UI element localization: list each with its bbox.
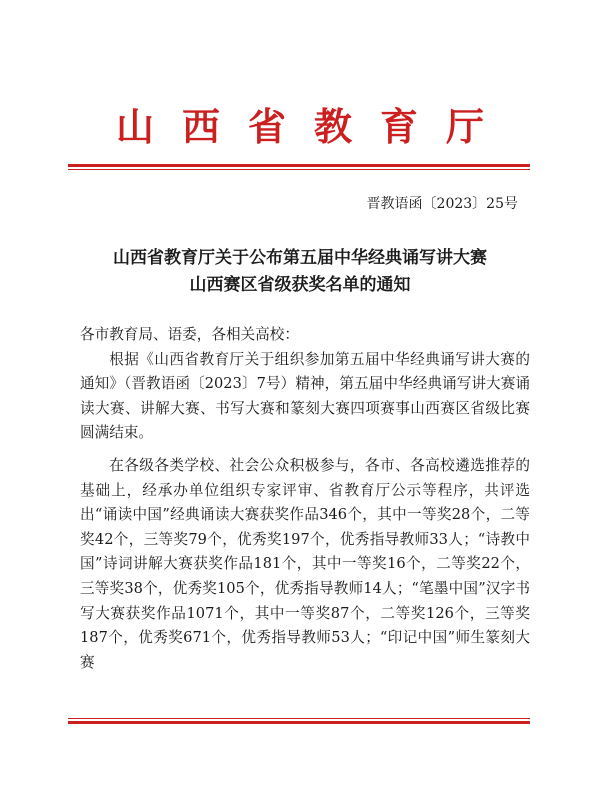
org-header: 山西省教育厅 — [115, 104, 512, 149]
header-red-rule-thin — [68, 169, 530, 170]
document-body — [80, 323, 530, 675]
title-line-1: 山西省教育厅关于公布第五届中华经典诵写讲大赛 — [113, 248, 487, 268]
title-line-2: 山西赛区省级获奖名单的通知 — [189, 275, 411, 295]
paragraph-2: 在各级各类学校、社会公众积极参与，各市、各高校遴选推荐的基础上，经承办单位组织专家评审、省教育厅公示等程序，共评选出“诵读中国”经典诵读大赛获奖作品346个，其中一等奖28个，二等奖42个，三等奖79个，优秀奖197个，优秀指导教师33人；“诗教中国”诗词讲解大赛获奖作品181个，其中一等奖16个，二等奖22个，三等奖38个，优秀奖105个，优秀指导教师14人；“笔墨中国”汉字书写大赛获奖作品1071个，其中一等奖87个，二等奖126个，三等奖187个，优秀奖671个，优秀指导教师53人；“印记中国”师生篆刻大赛 — [80, 456, 530, 671]
footer-red-rule-thick — [68, 721, 530, 724]
header-red-rule-thick — [68, 164, 530, 167]
paragraph-1: 根据《山西省教育厅关于组织参加第五届中华经典诵写讲大赛的通知》（晋教语函〔2023〕7号）精神，第五届中华经典诵写讲大赛诵读大赛、讲解大赛、书写大赛和篆刻大赛四项赛事山西赛区省级比赛圆满结束。 — [80, 350, 530, 442]
document-number: 晋教语函〔2023〕25号 — [366, 196, 518, 212]
footer-red-rule-thin — [68, 718, 530, 719]
salutation: 各市教育局、语委，各相关高校： — [80, 326, 299, 343]
document-title — [0, 245, 600, 299]
